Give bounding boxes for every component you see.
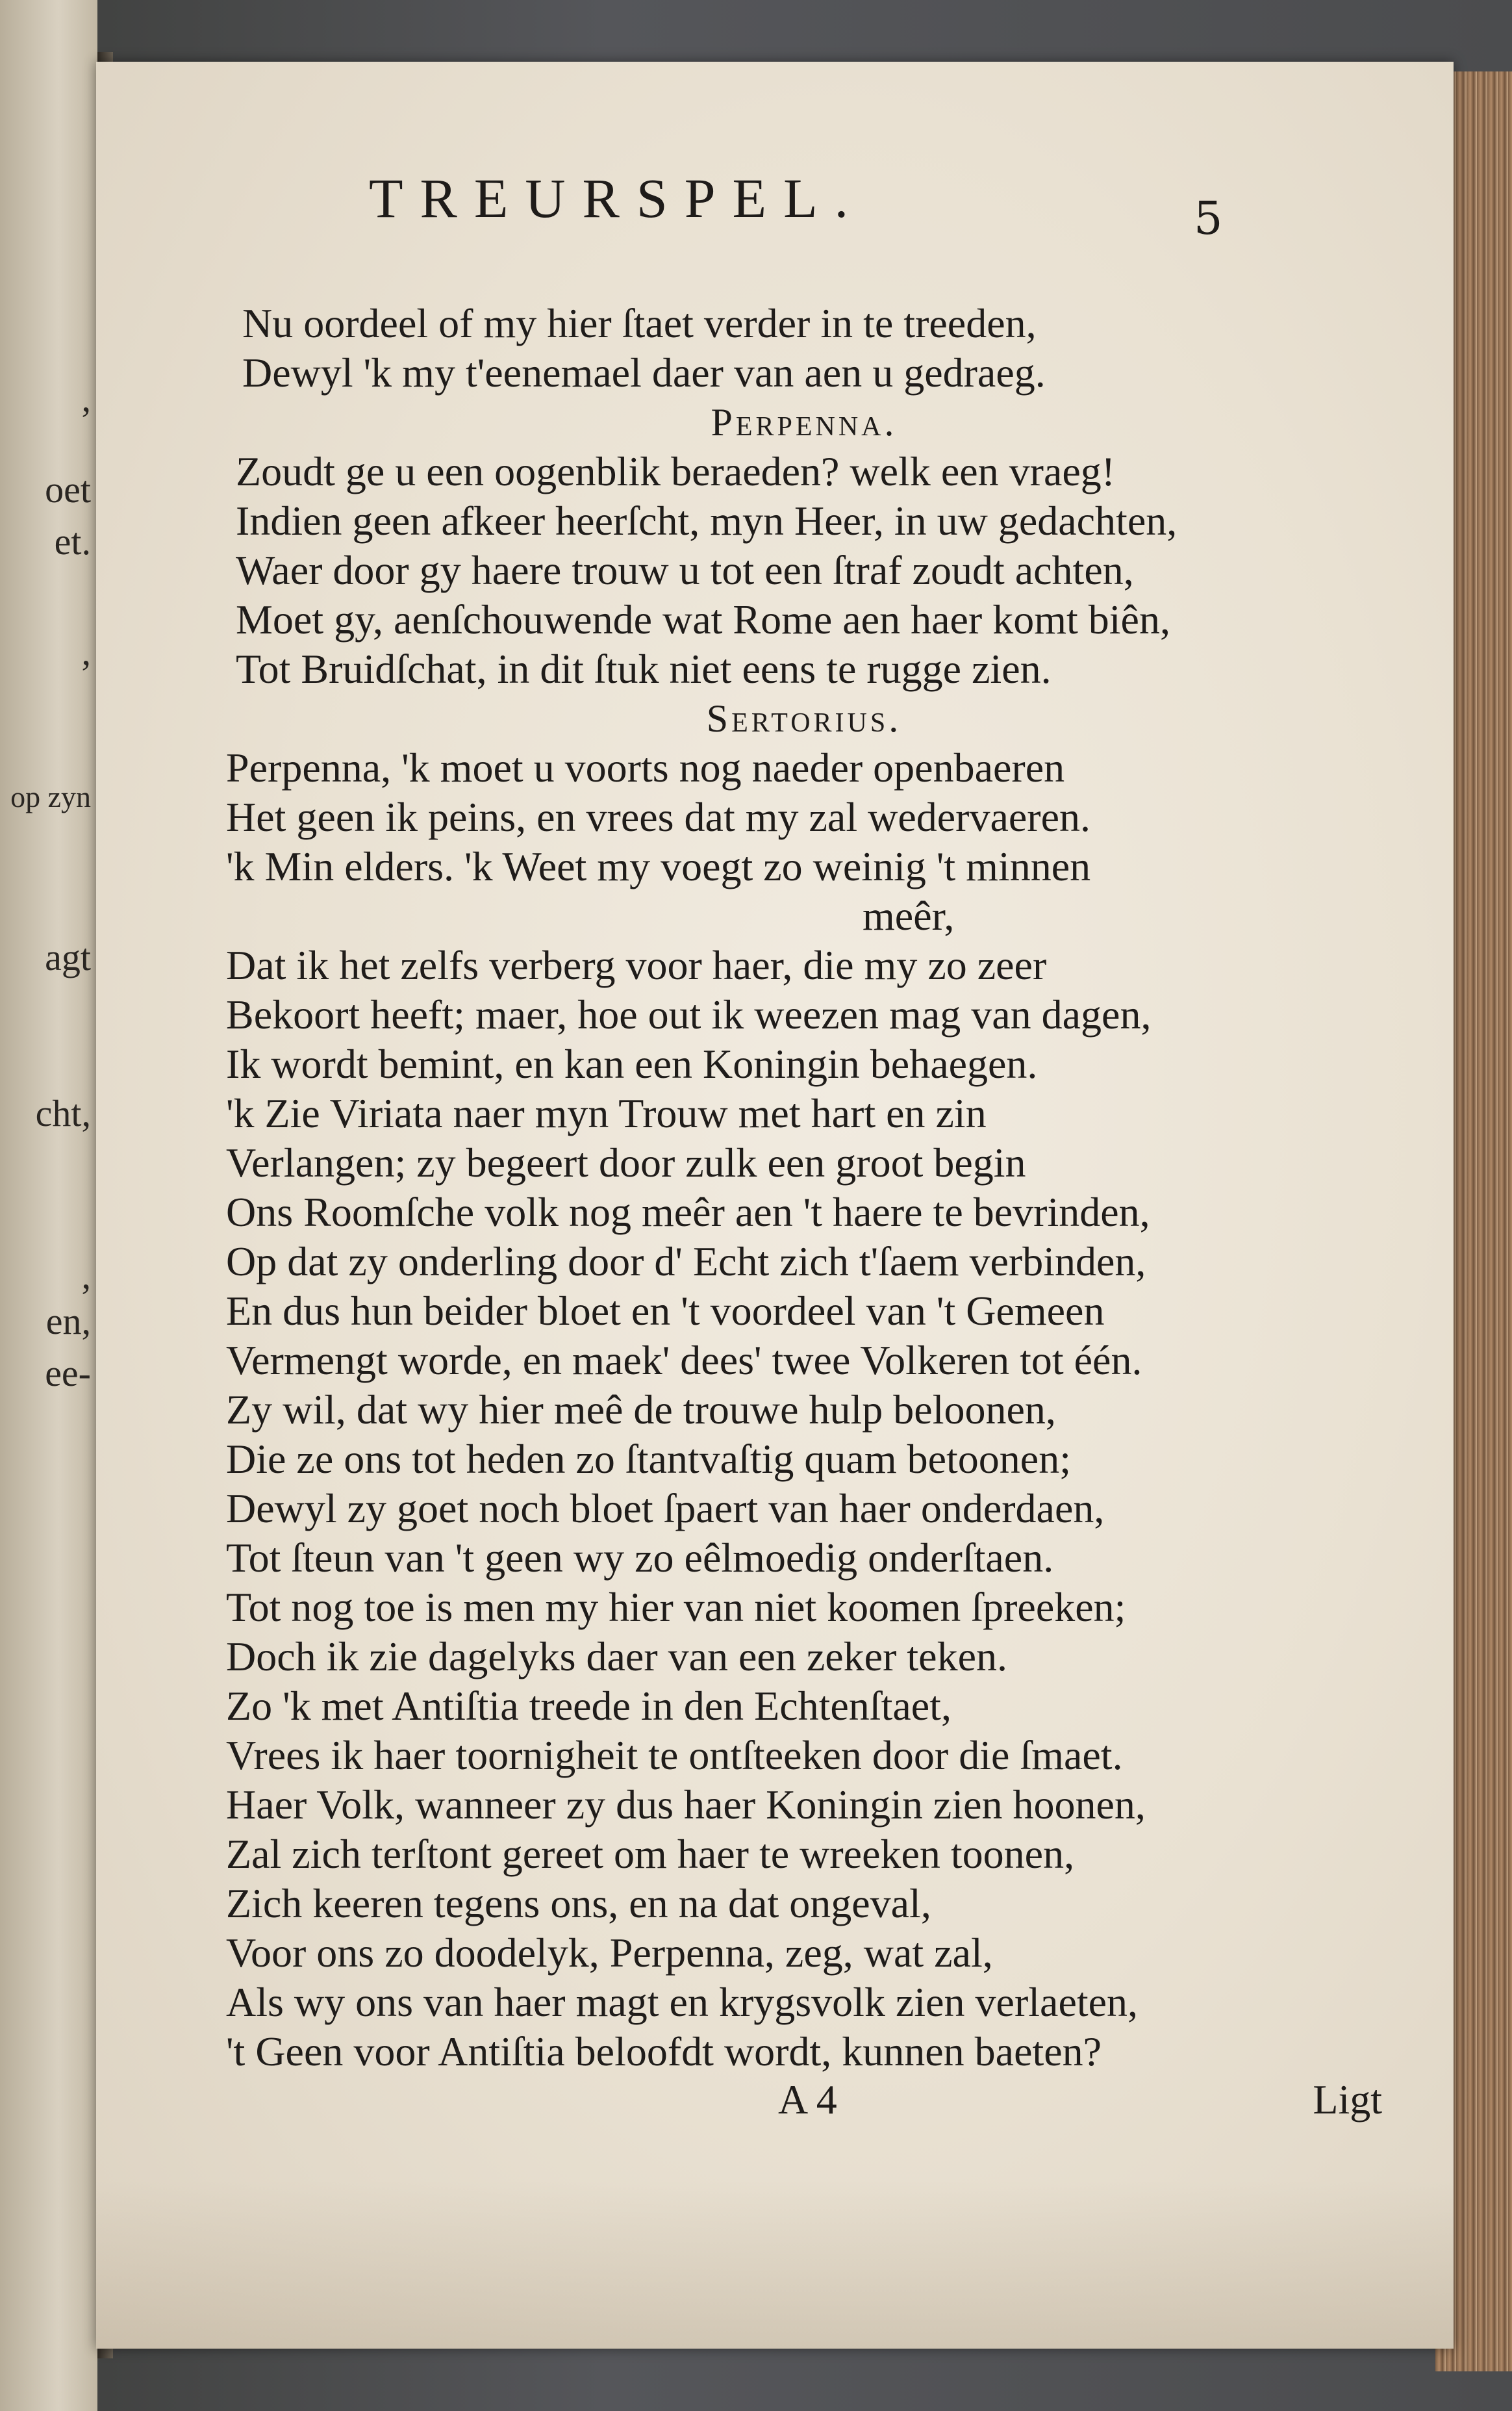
verse-line: Vermengt worde, en maek' dees' twee Volkeren tot één. — [226, 1337, 1142, 1383]
facing-page-fragment: cht, — [35, 1092, 91, 1134]
verse-line: Moet gy, aenſchouwende wat Rome aen haer komt biên, — [236, 596, 1170, 643]
verse-line: Dewyl 'k my t'eenemael daer van aen u gedraeg. — [242, 350, 1046, 396]
facing-page-fragment: en, — [45, 1300, 91, 1342]
verse-line: Tot ſteun van 't geen wy zo eêlmoedig onderſtaen. — [226, 1535, 1054, 1581]
verse-line: Zo 'k met Antiſtia treede in den Echtenſtaet, — [226, 1683, 951, 1729]
catchword: Ligt — [1313, 2076, 1382, 2123]
facing-page-fragment: , — [81, 631, 91, 673]
facing-page-fragment: op zyn — [10, 780, 91, 813]
verse-line: Zoudt ge u een oogenblik beraeden? welk een vraeg! — [236, 448, 1116, 494]
verse-line: Haer Volk, wanneer zy dus haer Koningin zien hoonen, — [226, 1781, 1146, 1828]
verse-line: 'k Zie Viriata naer myn Trouw met hart en zin — [226, 1090, 987, 1136]
verse-line: Zal zich terſtont gereet om haer te wreeken toonen, — [226, 1831, 1075, 1877]
verse-line: Op dat zy onderling door d' Echt zich t'ſaem verbinden, — [226, 1238, 1146, 1284]
verse-line: Zy wil, dat wy hier meê de trouwe hulp beloonen, — [226, 1386, 1056, 1433]
verse-line: Ons Roomſche volk nog meêr aen 't haere te bevrinden, — [226, 1189, 1150, 1235]
verse-line: Nu oordeel of my hier ſtaet verder in te treeden, — [242, 300, 1037, 346]
signature-mark: A 4 — [778, 2076, 837, 2123]
verse-continuation: meêr, — [863, 893, 955, 939]
facing-page-fragment: , — [81, 1255, 91, 1297]
verse-line: Tot Bruidſchat, in dit ſtuk niet eens te rugge zien. — [236, 646, 1052, 692]
verse-line: Ik wordt bemint, en kan een Koningin behaegen. — [226, 1041, 1038, 1087]
facing-page-fragment: agt — [45, 936, 91, 978]
verse-line: Vrees ik haer toornigheit te ontſteeken door die ſmaet. — [226, 1732, 1123, 1778]
speaker-name: Perpenna. — [711, 401, 898, 444]
verse-line: 'k Min elders. 'k Weet my voegt zo weinig 't minnen — [226, 843, 1091, 889]
verse-line: Dewyl zy goet noch bloet ſpaert van haer onderdaen, — [226, 1485, 1105, 1531]
verse-line: Dat ik het zelfs verberg voor haer, die my zo zeer — [226, 942, 1047, 988]
facing-page-fragment: oet — [45, 468, 91, 511]
facing-page-fragment: ee- — [45, 1352, 91, 1394]
verse-text — [226, 299, 1382, 2076]
verse-line: Het geen ik peins, en vrees dat my zal wedervaeren. — [226, 794, 1090, 840]
verse-line: Die ze ons tot heden zo ſtantvaſtig quam betoonen; — [226, 1436, 1071, 1482]
book-page — [96, 62, 1454, 2349]
verse-line: Waer door gy haere trouw u tot een ſtraf zoudt achten, — [236, 547, 1134, 593]
verse-line: Verlangen; zy begeert door zulk een groot begin — [226, 1140, 1026, 1186]
speaker-name: Sertorius. — [706, 697, 902, 740]
verse-line: Zich keeren tegens ons, en na dat ongeval, — [226, 1880, 931, 1926]
running-head: TREURSPEL. — [369, 167, 866, 229]
verse-line: En dus hun beider bloet en 't voordeel van 't Gemeen — [226, 1288, 1105, 1334]
corner-mark: 5 — [1194, 192, 1223, 245]
verse-line: Als wy ons van haer magt en krygsvolk zien verlaeten, — [226, 1979, 1139, 2025]
verse-line: Doch ik zie dagelyks daer van een zeker teken. — [226, 1633, 1007, 1679]
page-footer — [226, 2076, 1382, 2128]
verse-line: Bekoort heeft; maer, hoe out ik weezen mag van dagen, — [226, 991, 1152, 1038]
facing-page-edge — [0, 0, 97, 2411]
facing-page-fragment: et. — [54, 520, 91, 563]
verse-line: Perpenna, 'k moet u voorts nog naeder openbaeren — [226, 745, 1065, 791]
verse-line: 't Geen voor Antiſtia beloofdt wordt, kunnen baeten? — [226, 2028, 1102, 2074]
verse-line: Voor ons zo doodelyk, Perpenna, zeg, wat zal, — [226, 1930, 993, 1976]
verse-line: Indien geen afkeer heerſcht, myn Heer, in uw gedachten, — [236, 498, 1178, 544]
facing-page-fragment: , — [81, 377, 91, 420]
verse-line: Tot nog toe is men my hier van niet koomen ſpreeken; — [226, 1584, 1126, 1630]
